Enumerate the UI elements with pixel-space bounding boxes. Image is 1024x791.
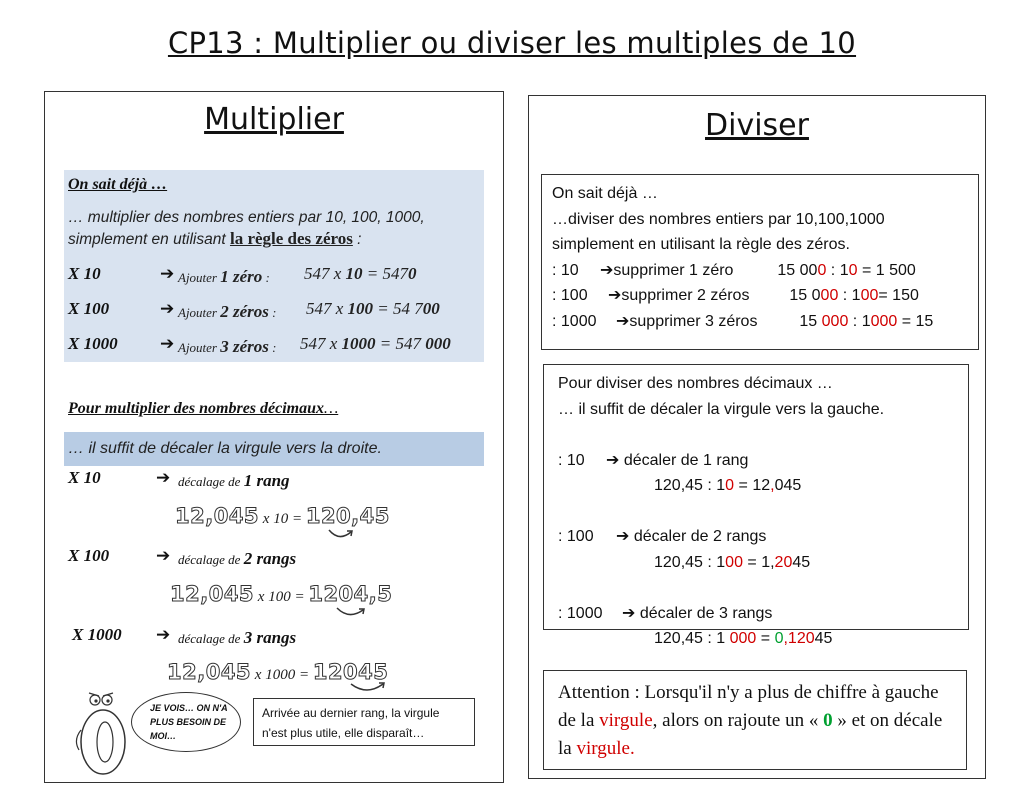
divide-decimal-row: : 100 ➔ décaler de 2 rangs [558,528,767,545]
decimal-divide-box: Pour diviser des nombres décimaux … … il suffit de décaler la virgule vers la gauche. : 10 ➔ décaler de 1 rang 120,45 : 10 = 12,045 : 100 ➔ décaler de 2 rangs 120,45 : 100 = 1,2045 : 1000 ➔ décaler de 3 rangs 120,45 : 1 000 = 0,12045 [543,364,969,630]
divide-decimal-example: 120,45 : 1 000 = 0,12045 [654,630,833,647]
shift-arrow-icon [349,680,389,696]
decimal-row: X 1000 ➔ décalage de 3 rangs [72,625,297,647]
divide-decimal-example: 120,45 : 100 = 1,2045 [654,553,811,571]
multiplier-title: Multiplier [204,102,344,137]
decimal-example: 12,045 x 10 = 120,45 [175,504,390,528]
decimal-heading: Pour multiplier des nombres décimaux… [68,400,339,417]
divide-decimal-row: : 10 ➔ décaler de 1 rang [558,451,749,469]
mult-row: X 100 ➔ Ajouter 2 zéros : 547 x 100 = 54 700 [68,299,440,321]
arrow-icon: ➔ [616,528,630,545]
arrow-icon: ➔ [616,312,630,330]
arrow-icon: ➔ [156,625,171,644]
arrow-icon: ➔ [156,546,171,565]
decimal-rule-bar: … il suffit de décaler la virgule vers la droite. [64,432,484,466]
known-divide-box: On sait déjà … …diviser des nombres entiers par 10,100,1000 simplement en utilisant la règle des zéros. : 10 ➔supprimer 1 zéro 15 000 : 10 = 1 500 : 100 ➔supprimer 2 zéros 15 000 : 100= 150 : 1000 ➔supprimer 3 zéros 15 000 : 1000 = 15 [541,174,979,350]
decimal-example: 12,045 x 1000 = 12045 [167,660,389,684]
diviser-panel [528,95,986,779]
arrow-icon: ➔ [160,264,175,283]
arrow-icon: ➔ [606,451,620,469]
arrow-icon: ➔ [608,287,622,304]
known-heading: On sait déjà … [68,176,168,193]
shift-arrow-icon [335,606,369,620]
decimal-example: 12,045 x 100 = 1204,5 [170,582,393,606]
divide-row: : 10 ➔supprimer 1 zéro 15 000 : 10 = 1 500 [552,261,916,279]
speech-bubble: JE VOIS… ON N'A PLUS BESOIN DE MOI… [131,692,241,752]
divide-decimal-row: : 1000 ➔ décaler de 3 rangs [558,604,773,622]
decimal-row: X 10 ➔ décalage de 1 rang [68,468,290,490]
shift-arrow-icon [327,528,357,542]
mult-row: X 1000 ➔ Ajouter 3 zéros : 547 x 1000 = 547 000 [68,334,451,356]
decimal-row: X 100 ➔ décalage de 2 rangs [68,546,297,568]
comma-note-box: Arrivée au dernier rang, la virgule n'est plus utile, elle disparaît… [253,698,475,746]
arrow-icon: ➔ [160,299,175,318]
arrow-icon: ➔ [600,261,614,279]
multiplier-panel [44,91,504,783]
divide-row: : 100 ➔supprimer 2 zéros 15 000 : 100= 150 [552,287,919,304]
zero-rule: la règle des zéros [229,229,353,248]
attention-box: Attention : Lorsqu'il n'y a plus de chiffre à gauche de la virgule, alors on rajoute un « 0 » et on décale la virgule. [543,670,967,770]
arrow-icon: ➔ [160,334,175,353]
divide-row: : 1000 ➔supprimer 3 zéros 15 000 : 1000 = 15 [552,312,934,330]
diviser-title: Diviser [705,108,809,143]
divide-decimal-example: 120,45 : 10 = 12,045 [654,477,802,494]
known-intro: … multiplier des nombres entiers par 10, 100, 1000, simplement en utilisant la règle des zéros : [68,209,425,248]
arrow-icon: ➔ [156,468,171,487]
mult-row: X 10 ➔ Ajouter 1 zéro : 547 x 10 = 5470 [68,264,417,286]
page-title: CP13 : Multiplier ou diviser les multiples de 10 [167,26,857,60]
comma-character-illustration [75,690,135,778]
known-box [64,170,484,362]
arrow-icon: ➔ [622,604,636,622]
